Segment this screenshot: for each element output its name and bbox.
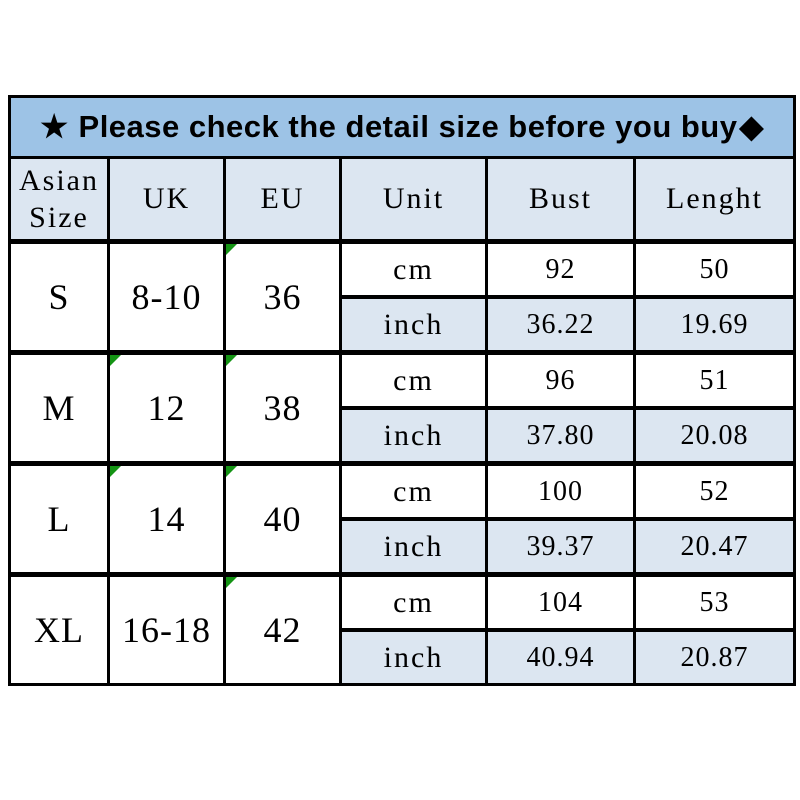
eu-cell [225, 353, 341, 464]
size-cell: S [10, 242, 109, 353]
length-cell: 50 [635, 242, 795, 298]
bust-cell: 36.22 [487, 297, 635, 353]
length-cell: 19.69 [635, 297, 795, 353]
size-cell: XL [10, 575, 109, 685]
bust-cell: 96 [487, 353, 635, 409]
eu-value: 40 [263, 499, 302, 539]
eu-cell [225, 242, 341, 353]
bust-cell: 92 [487, 242, 635, 298]
table-row [10, 353, 795, 409]
header-bust: Bust [487, 158, 635, 242]
header-asian-size: Asian Size [10, 158, 109, 242]
table-row [10, 242, 795, 298]
unit-cell: inch [341, 630, 487, 685]
star-icon: ★ [40, 109, 69, 144]
unit-cell: cm [341, 575, 487, 631]
cell-error-indicator-icon [226, 577, 237, 588]
size-cell: M [10, 353, 109, 464]
bust-cell: 40.94 [487, 630, 635, 685]
banner-text: Please check the detail size before you buy [78, 109, 738, 144]
unit-cell: inch [341, 408, 487, 464]
eu-value: 36 [263, 277, 302, 317]
cell-error-indicator-icon [226, 466, 237, 477]
uk-value: 14 [147, 499, 186, 539]
table-row [10, 464, 795, 520]
eu-cell [225, 464, 341, 575]
unit-cell: inch [341, 297, 487, 353]
unit-cell: cm [341, 242, 487, 298]
header-unit: Unit [341, 158, 487, 242]
uk-cell: 8-10 [109, 242, 225, 353]
eu-cell [225, 575, 341, 685]
cell-error-indicator-icon [110, 466, 121, 477]
uk-cell: 16-18 [109, 575, 225, 685]
bust-cell: 100 [487, 464, 635, 520]
length-cell: 20.47 [635, 519, 795, 575]
notice-banner [10, 97, 795, 158]
length-cell: 53 [635, 575, 795, 631]
bust-cell: 104 [487, 575, 635, 631]
cell-error-indicator-icon [226, 244, 237, 255]
length-cell: 51 [635, 353, 795, 409]
eu-value: 42 [263, 610, 302, 650]
size-cell: L [10, 464, 109, 575]
header-length: Lenght [635, 158, 795, 242]
unit-cell: inch [341, 519, 487, 575]
table-row [10, 575, 795, 631]
cell-error-indicator-icon [226, 355, 237, 366]
eu-value: 38 [263, 388, 302, 428]
unit-cell: cm [341, 353, 487, 409]
size-chart-container [8, 95, 794, 686]
uk-cell [109, 353, 225, 464]
bust-cell: 37.80 [487, 408, 635, 464]
header-row [10, 158, 795, 242]
header-eu: EU [225, 158, 341, 242]
bust-cell: 39.37 [487, 519, 635, 575]
uk-value: 12 [147, 388, 186, 428]
size-chart-table [8, 95, 796, 686]
header-uk: UK [109, 158, 225, 242]
length-cell: 52 [635, 464, 795, 520]
uk-cell [109, 464, 225, 575]
cell-error-indicator-icon [110, 355, 121, 366]
unit-cell: cm [341, 464, 487, 520]
diamond-icon: ◆ [739, 109, 764, 144]
length-cell: 20.87 [635, 630, 795, 685]
length-cell: 20.08 [635, 408, 795, 464]
banner-row [10, 97, 795, 158]
